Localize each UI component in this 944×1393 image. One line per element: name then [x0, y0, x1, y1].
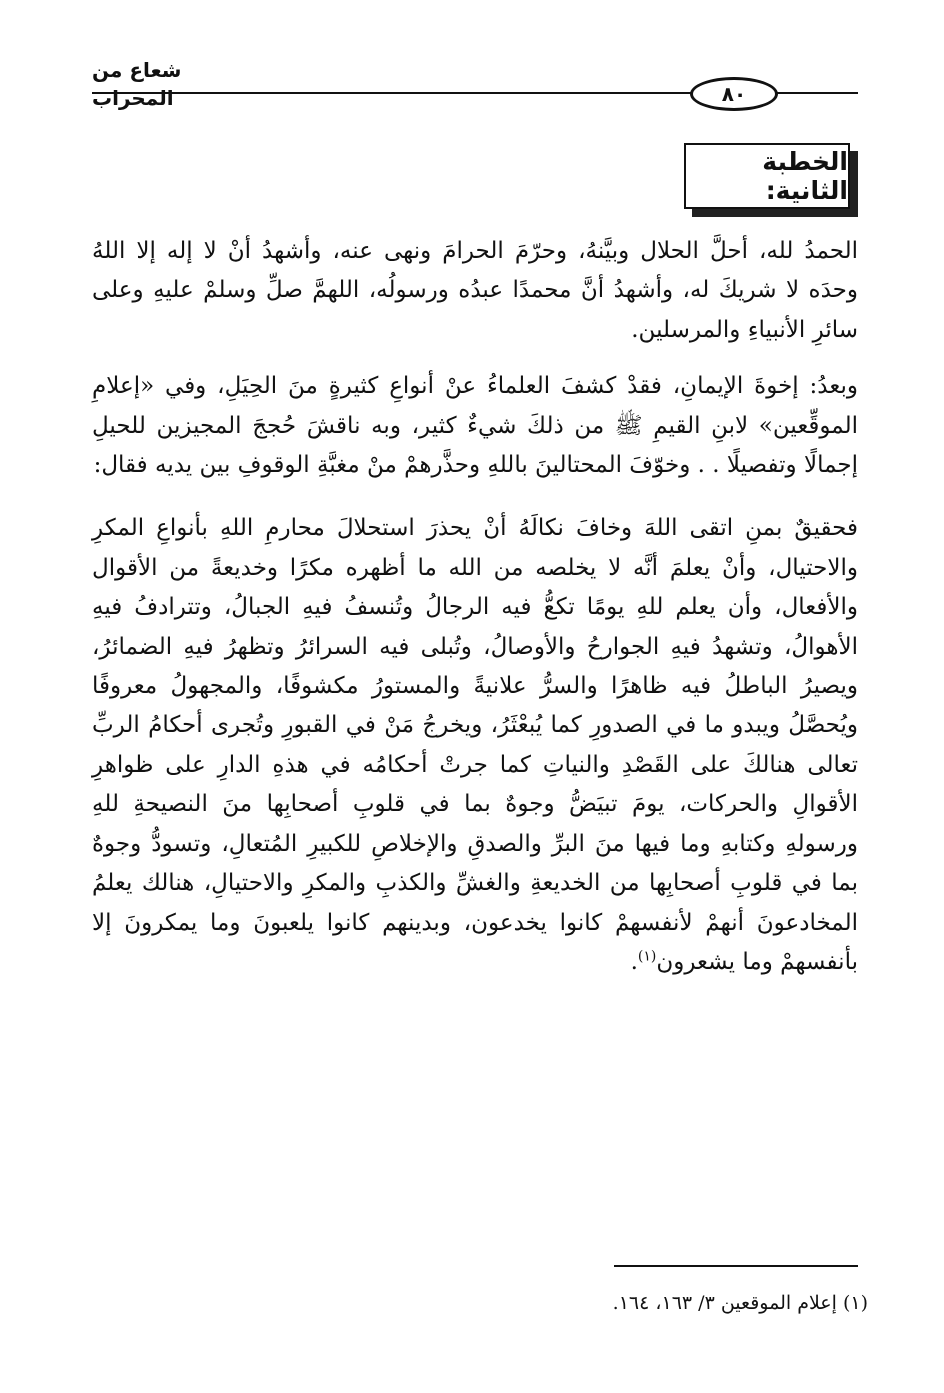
footnote: (١) إعلام الموقعين ٣/ ١٦٣، ١٦٤. [612, 1292, 868, 1314]
footnote-rule [614, 1265, 858, 1267]
page-number: ٨٠ [690, 77, 778, 111]
section-heading: الخطبة الثانية: [684, 143, 850, 209]
paragraph-opening: الحمدُ لله، أحلَّ الحلال وبيَّنهُ، وحرّمَ الحرامَ ونهى عنه، وأشهدُ أنْ لا إله إلا اللهُ وحدَه لا شريكَ له، وأشهدُ أنَّ محمدًا عبدُه ورسولُه، اللهمَّ صلِّ وسلمْ عليهِ وعلى سائرِ الأنبياءِ والمرسلين. [92, 238, 858, 343]
paragraph-intro: وبعدُ: إخوةَ الإيمانِ، فقدْ كشفَ العلماءُ عنْ أنواعِ كثيرةٍ منَ الحِيَلِ، وفي «إعلامِ الموقِّعين» لابنِ القيمِ ﷺ من ذلكَ شيءٌ كثير، وبه ناقشَ حُججَ المجيزين للحيلِ إجمالًا وتفصيلًا . . وخوّفَ المحتالينَ باللهِ وحذَّرهمْ منْ مغبَّةِ الوقوفِ بين يديه فقال: [92, 373, 858, 479]
footnote-marker: (١) [637, 948, 657, 965]
main-text [92, 232, 858, 999]
running-header-title: شعاع من المحراب [92, 58, 182, 110]
quote-text: فحقيقٌ بمنِ اتقى اللهَ وخافَ نكالَهُ أنْ يحذرَ استحلالَ محارمِ اللهِ بأنواعِ المكرِ والاحتيال، وأنْ يعلمَ أنَّه لا يخلصه من الله ما أظهره مكرًا وخديعةً من الأقوال والأفعال، وأن يعلم للهِ يومًا تكعُّ فيه الرجالُ وتُنسفُ فيهِ الجبالُ، وتترادفُ فيهِ الأهوالُ، وتشهدُ فيهِ الجوارحُ والأوصالُ، وتُبلى فيه السرائرُ وتظهرُ فيهِ الضمائرُ، ويصيرُ الباطلُ فيه ظاهرًا والسرُّ علانيةً والمستورُ مكشوفًا، والمجهولُ معروفًا ويُحصَّلُ ويبدو ما في الصدورِ كما يُبعْثَرُ، ويخرجُ مَنْ في القبورِ وتُجرى أحكامُ الربِّ تعالى هنالكَ على القَصْدِ والنياتِ كما جرتْ أحكامُه في هذهِ الدارِ على ظواهرِ الأقوالِ والحركات، يومَ تبيَضُّ وجوهٌ بما في قلوبِ أصحابِها منَ النصيحةِ للهِ ورسولهِ وكتابهِ وما فيها منَ البرِّ والصدقِ والإخلاصِ للكبيرِ المُتعالِ، وتسودُّ وجوهٌ بما في قلوبِ أصحابِها من الخديعةِ والغشِّ والكذبِ والمكرِ والاحتيالِ، هنالك يعلمُ المخادعونَ أنهمْ لأنفسهمْ كانوا يخدعون، وبدينهم كانوا يلعبونَ وما يمكرونَ إلا بأنفسهمْ وما يشعرون [92, 515, 858, 975]
paragraph-quote: فحقيقٌ بمنِ اتقى اللهَ وخافَ نكالَهُ أنْ يحذرَ استحلالَ محارمِ اللهِ بأنواعِ المكرِ والاحتيال، وأنْ يعلمَ أنَّه لا يخلصه من الله ما أظهره مكرًا وخديعةً من الأقوال والأفعال، وأن يعلم للهِ يومًا تكعُّ فيه الرجالُ وتُنسفُ فيهِ الجبالُ، وتترادفُ فيهِ الأهوالُ، وتشهدُ فيهِ الجوارحُ والأوصالُ، وتُبلى فيه السرائرُ وتظهرُ فيهِ الضمائرُ، ويصيرُ الباطلُ فيه ظاهرًا والسرُّ علانيةً والمستورُ مكشوفًا، والمجهولُ معروفًا ويُحصَّلُ ويبدو ما في الصدورِ كما يُبعْثَرُ، ويخرجُ مَنْ في القبورِ وتُجرى أحكامُ الربِّ تعالى هنالكَ على القَصْدِ والنياتِ كما جرتْ أحكامُه في هذهِ الدارِ على ظواهرِ الأقوالِ والحركات، يومَ تبيَضُّ وجوهٌ بما في قلوبِ أصحابِها منَ النصيحةِ للهِ ورسولهِ وكتابهِ وما فيها منَ البرِّ والصدقِ والإخلاصِ للكبيرِ المُتعالِ، وتسودُّ وجوهٌ بما في قلوبِ أصحابِها من الخديعةِ والغشِّ والكذبِ والمكرِ والاحتيالِ، هنالك يعلمُ المخادعونَ أنهمْ لأنفسهمْ كانوا يخدعون، وبدينهم كانوا يلعبونَ وما يمكرونَ إلا بأنفسهمْ وما يشعرون$^{(١)}$. [92, 515, 858, 975]
